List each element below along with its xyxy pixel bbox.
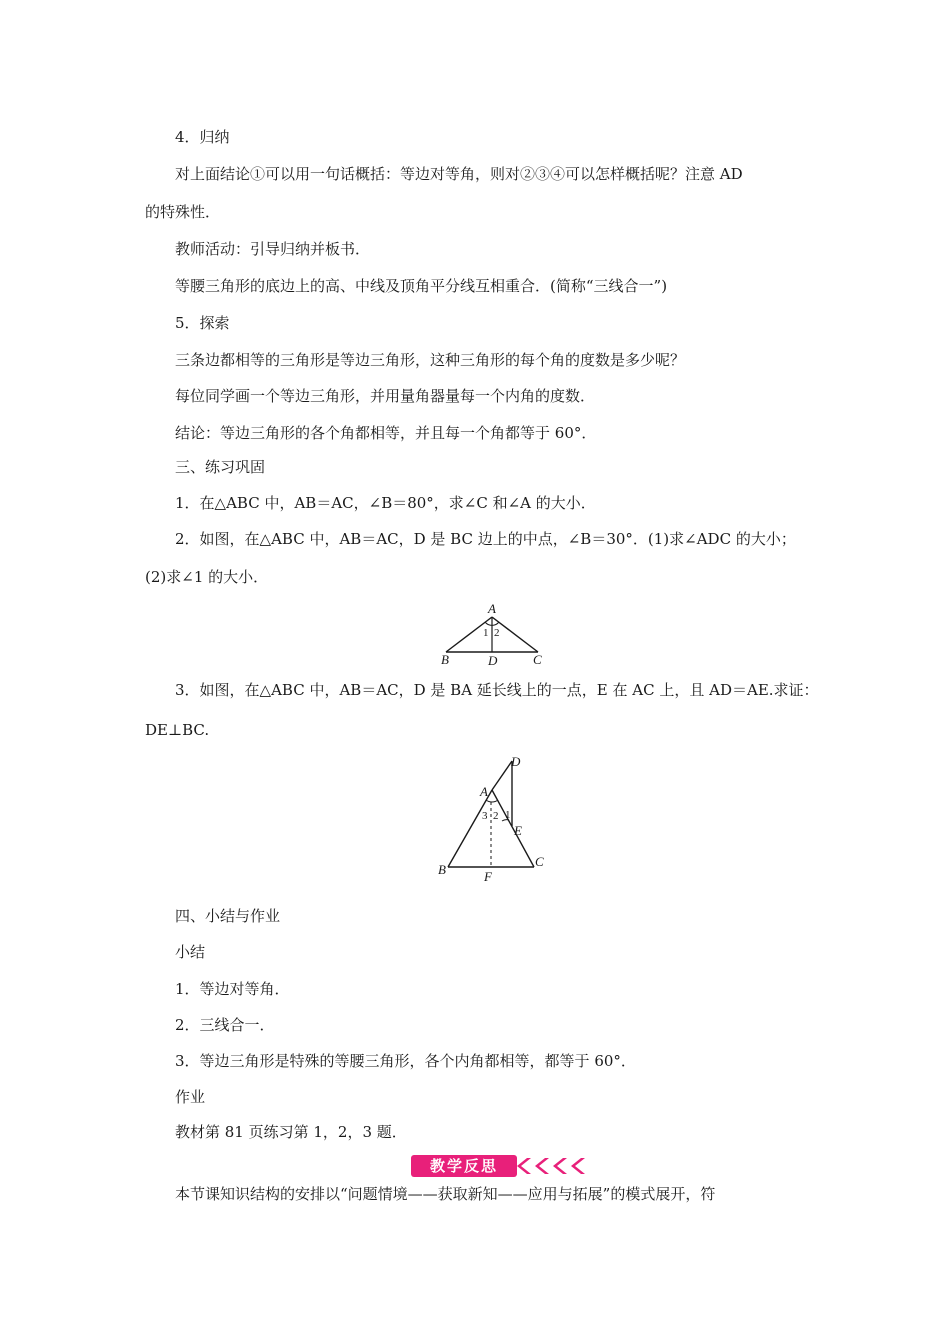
label-a: A <box>488 601 496 616</box>
angle-2-label: 2 <box>494 627 500 639</box>
angle-3-label: 3 <box>482 810 488 822</box>
label-f: F <box>484 869 492 884</box>
summary-item: 1．等边对等角． <box>175 980 290 998</box>
angle-2-label: 2 <box>493 810 499 822</box>
summary-item: 3．等边三角形是特殊的等腰三角形，各个内角都相等，都等于 60°． <box>175 1052 636 1070</box>
subheading-summary: 小结 <box>175 943 206 961</box>
section-heading-summary: 四、小结与作业 <box>175 907 281 925</box>
label-d: D <box>488 653 498 668</box>
paragraph: 对上面结论①可以用一句话概括：等边对等角，则对②③④可以怎样概括呢？注意 AD <box>175 165 743 183</box>
chevron-left-icon <box>509 1155 589 1177</box>
section-heading-explore: 5．探索 <box>175 314 230 332</box>
label-d: D <box>511 754 521 769</box>
section-heading-induction: 4．归纳 <box>175 128 230 146</box>
paragraph: 每位同学画一个等边三角形，并用量角器量每一个内角的度数． <box>175 387 596 405</box>
exercise-1: 1．在△ABC 中，AB＝AC，∠B＝80°，求∠C 和∠A 的大小． <box>175 494 596 512</box>
label-a: A <box>480 784 488 799</box>
label-c: C <box>533 652 542 667</box>
exercise-2-cont: (2)求∠1 的大小． <box>145 568 269 586</box>
paragraph: 等腰三角形的底边上的高、中线及顶角平分线互相重合．(简称“三线合一”) <box>175 277 668 295</box>
reflection-banner <box>411 1155 581 1177</box>
label-b: B <box>441 652 449 667</box>
exercise-2: 2．如图，在△ABC 中，AB＝AC，D 是 BC 边上的中点，∠B＝30°．(1)求∠ADC 的大小； <box>175 530 796 548</box>
exercise-3-cont: DE⊥BC. <box>145 721 210 739</box>
paragraph: 结论：等边三角形的各个角都相等，并且每一个角都等于 60°． <box>175 424 597 442</box>
paragraph: 三条边都相等的三角形是等边三角形，这种三角形的每个角的度数是多少呢？ <box>175 351 686 369</box>
exercise-3: 3．如图，在△ABC 中，AB＝AC，D 是 BA 延长线上的一点，E 在 AC 上，且 AD＝AE.求证： <box>175 681 819 699</box>
summary-item: 2．三线合一． <box>175 1016 275 1034</box>
label-b: B <box>438 862 446 877</box>
label-e: E <box>514 823 522 838</box>
paragraph: 教师活动：引导归纳并板书． <box>175 240 371 258</box>
figure-triangle-abc <box>430 600 550 670</box>
label-c: C <box>535 854 544 869</box>
angle-1-label: 1 <box>483 627 489 639</box>
section-heading-practice: 三、练习巩固 <box>175 458 266 476</box>
paragraph: 的特殊性． <box>145 203 221 221</box>
subheading-homework: 作业 <box>175 1088 206 1106</box>
figure-triangle-abc-extended <box>430 750 560 885</box>
homework-item: 教材第 81 页练习第 1，2，3 题． <box>175 1123 407 1141</box>
reflection-paragraph: 本节课知识结构的安排以“问题情境——获取新知——应用与拓展”的模式展开，符 <box>175 1185 716 1203</box>
reflection-title: 教学反思 <box>411 1155 517 1177</box>
angle-1-label: 1 <box>505 809 511 821</box>
